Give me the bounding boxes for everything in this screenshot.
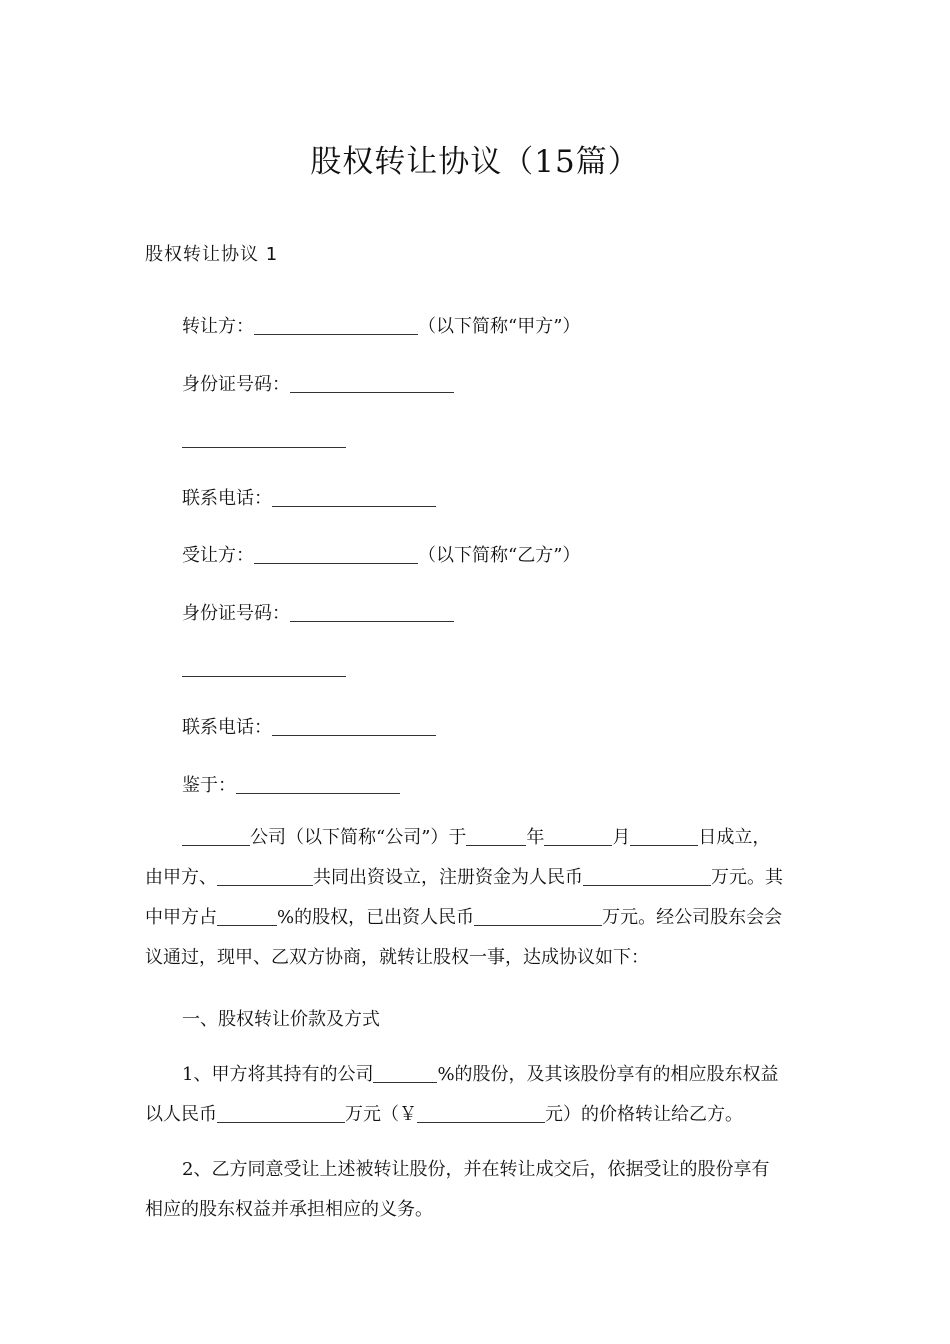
clause-text: 万元（￥ bbox=[345, 1104, 417, 1125]
transferor-label: 转让方： bbox=[182, 316, 254, 337]
preamble-row-1 bbox=[145, 818, 807, 858]
transferor-blank bbox=[254, 314, 418, 335]
id-number-line-2 bbox=[182, 599, 454, 625]
preamble-text: 共同出资设立，注册资金为人民币 bbox=[313, 867, 583, 888]
id-continuation-line-1 bbox=[182, 427, 346, 450]
document-title: 股权转让协议（15篇） bbox=[310, 144, 640, 180]
id-label-2: 身份证号码： bbox=[182, 603, 290, 624]
id-number-line-1 bbox=[182, 370, 454, 396]
clause-text: 以人民币 bbox=[145, 1104, 217, 1125]
section-1-heading: 一、股权转让价款及方式 bbox=[182, 1009, 380, 1030]
transferee-line bbox=[182, 541, 580, 567]
preamble-row-4: 议通过，现甲、乙双方协商，就转让股权一事，达成协议如下： bbox=[145, 947, 649, 968]
preamble-text: 中甲方占 bbox=[145, 907, 217, 928]
clause-2-row-2: 相应的股东权益并承担相应的义务。 bbox=[145, 1199, 433, 1220]
whereas-line bbox=[182, 771, 400, 797]
preamble-text: 万元。其 bbox=[711, 867, 783, 888]
clause-2-row-1: 2、乙方同意受让上述被转让股份，并在转让成交后，依据受让的股份享有 bbox=[182, 1159, 770, 1180]
preamble-text: 日成立， bbox=[698, 827, 771, 848]
company-name-blank bbox=[182, 825, 250, 846]
id-blank-2 bbox=[290, 601, 454, 622]
transferee-blank bbox=[254, 543, 418, 564]
id-blank-1 bbox=[290, 372, 454, 393]
phone-label-2: 联系电话： bbox=[182, 717, 272, 738]
phone-line-2 bbox=[182, 713, 436, 739]
preamble-text: 由甲方、 bbox=[145, 867, 217, 888]
price-words-blank bbox=[217, 1102, 345, 1123]
clause-text: 元）的价格转让给乙方。 bbox=[545, 1104, 743, 1125]
clause-1-row-1 bbox=[145, 1055, 807, 1095]
capital-blank bbox=[583, 865, 711, 886]
price-number-blank bbox=[417, 1102, 545, 1123]
preamble-row-3 bbox=[145, 898, 807, 938]
share-percent-blank bbox=[217, 905, 277, 926]
id-continuation-line-2 bbox=[182, 656, 346, 679]
whereas-label: 鉴于： bbox=[182, 775, 236, 796]
cofounder-blank bbox=[217, 865, 313, 886]
preamble-row-2 bbox=[145, 858, 807, 898]
transferee-suffix: （以下简称“乙方”） bbox=[418, 545, 581, 566]
preamble-paragraph bbox=[145, 818, 807, 978]
clause-2-paragraph bbox=[145, 1150, 807, 1230]
id-blank-2b bbox=[182, 656, 346, 677]
preamble-text: 公司（以下简称“公司”）于 bbox=[250, 827, 467, 848]
transferor-line bbox=[182, 312, 580, 338]
preamble-text: 月 bbox=[612, 827, 631, 848]
paid-capital-blank bbox=[474, 905, 602, 926]
transferor-suffix: （以下简称“甲方”） bbox=[418, 316, 581, 337]
clause-text: %的股份，及其该股份享有的相应股东权益 bbox=[437, 1064, 779, 1085]
transfer-percent-blank bbox=[373, 1062, 437, 1083]
phone-blank-1 bbox=[272, 486, 436, 507]
phone-line-1 bbox=[182, 484, 436, 510]
preamble-text: %的股权，已出资人民币 bbox=[277, 907, 475, 928]
id-label-1: 身份证号码： bbox=[182, 374, 290, 395]
preamble-text: 万元。经公司股东会会 bbox=[602, 907, 783, 928]
phone-blank-2 bbox=[272, 715, 436, 736]
preamble-text: 年 bbox=[526, 827, 545, 848]
clause-1-paragraph bbox=[145, 1055, 807, 1135]
phone-label-1: 联系电话： bbox=[182, 488, 272, 509]
clause-text: 1、甲方将其持有的公司 bbox=[182, 1064, 374, 1085]
id-blank-1b bbox=[182, 427, 346, 448]
agreement-subtitle: 股权转让协议 1 bbox=[145, 244, 279, 265]
clause-1-row-2 bbox=[145, 1095, 807, 1135]
day-blank bbox=[630, 825, 698, 846]
transferee-label: 受让方： bbox=[182, 545, 254, 566]
whereas-blank bbox=[236, 773, 400, 794]
year-blank bbox=[466, 825, 526, 846]
month-blank bbox=[544, 825, 612, 846]
